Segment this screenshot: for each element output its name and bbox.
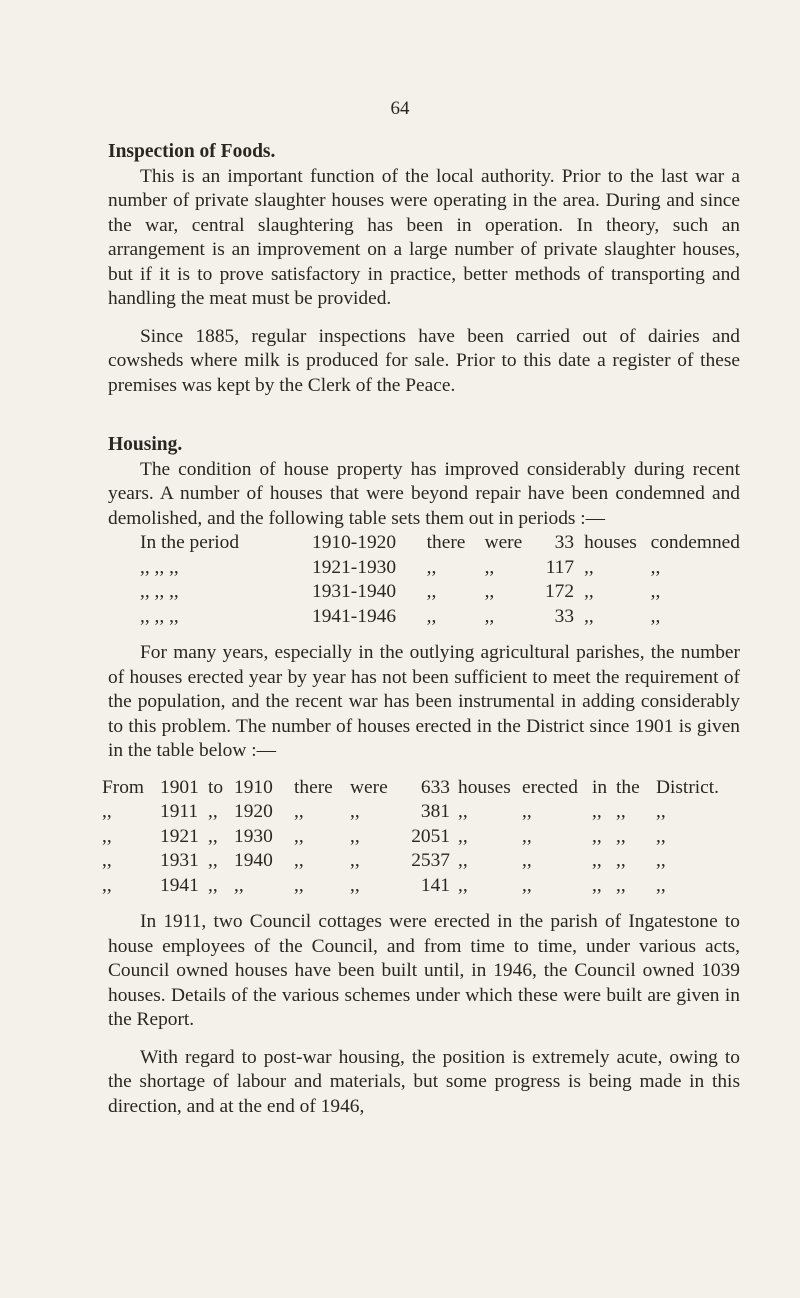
row-in: ,,: [592, 825, 602, 847]
row-start-year: 1921: [160, 825, 199, 847]
table-row: [102, 800, 742, 825]
row-houses: ,,: [458, 874, 468, 896]
row-houses: ,,: [458, 825, 468, 847]
row-period: 1921-1930: [312, 556, 397, 578]
row-to: to: [208, 776, 224, 798]
row-were: ,,: [350, 801, 360, 822]
housing-closing-paragraph: With regard to post-war housing, the position is extremely acute, owing to the shortage of labour and materials, but some progress is being made in this direction, and at the end of 1946,: [108, 1046, 740, 1117]
row-were: were: [484, 532, 523, 553]
row-were: ,,: [350, 825, 360, 847]
table-row: [108, 580, 740, 605]
row-from: ,,: [102, 801, 112, 822]
row-district: ,,: [656, 801, 666, 822]
housing-intro-paragraph: The condition of house property has improved considerably during recent years. A number of houses that were beyond repair have been condemned and demolished, and the following table sets them out in periods :—: [108, 458, 740, 529]
row-the: ,,: [616, 825, 626, 847]
table-row: [102, 825, 742, 850]
row-erected: ,,: [522, 850, 532, 871]
row-there: ,,: [426, 556, 437, 578]
row-count: 33: [554, 605, 575, 627]
row-the: ,,: [616, 850, 626, 871]
inspection-paragraph: This is an important function of the local authority. Prior to the last war a number of private slaughter houses were operating in the area. During and since the war, central slaughtering has been in operation. In theory, such an arrangement is an improvement on a large number of private slaughter houses, but if it is to prove satisfactory in practice, better methods of transporting and handling the meat must be provided.: [108, 165, 740, 309]
row-to: ,,: [208, 801, 218, 822]
row-period: 1910-1920: [312, 532, 397, 553]
condemned-houses-table: [108, 531, 740, 629]
row-lead: ,, ,, ,,: [140, 556, 179, 578]
row-erected: erected: [522, 776, 578, 798]
row-to: ,,: [208, 874, 218, 896]
row-to: ,,: [208, 825, 218, 847]
row-lead: ,, ,, ,,: [140, 581, 179, 602]
row-there: there: [426, 532, 466, 553]
row-from: ,,: [102, 825, 112, 847]
inspection-paragraph: Since 1885, regular inspections have been carried out of dairies and cowsheds where milk is produced for sale. Prior to this date a register of these premises was kept by the Clerk of the Peace.: [108, 325, 740, 396]
row-start-year: 1901: [160, 776, 199, 798]
row-period: 1931-1940: [312, 581, 397, 602]
row-from: ,,: [102, 874, 112, 896]
row-there: ,,: [426, 581, 437, 602]
row-from: From: [102, 776, 145, 798]
row-erected: ,,: [522, 801, 532, 822]
row-were: ,,: [484, 556, 495, 578]
row-the: ,,: [616, 874, 626, 896]
row-district: ,,: [656, 874, 666, 896]
page-number: 64: [390, 98, 410, 119]
row-count: 2537: [411, 850, 450, 871]
row-start-year: 1911: [160, 801, 199, 822]
row-count: 172: [544, 581, 575, 602]
row-were: ,,: [484, 605, 495, 627]
row-were: ,,: [350, 874, 360, 896]
row-district: ,,: [656, 825, 666, 847]
row-count: 141: [420, 874, 450, 896]
row-period: 1941-1946: [312, 605, 397, 627]
row-in: ,,: [592, 850, 602, 871]
row-the: ,,: [616, 801, 626, 822]
row-erected: ,,: [522, 825, 532, 847]
row-from: ,,: [102, 850, 112, 871]
row-there: ,,: [294, 801, 304, 822]
row-count: 633: [420, 776, 450, 798]
table-row: [102, 849, 742, 874]
row-district: District.: [656, 776, 720, 798]
row-count: 117: [545, 556, 575, 578]
row-houses: ,,: [584, 556, 594, 578]
row-lead: In the period: [140, 532, 240, 553]
row-end-year: 1930: [234, 825, 273, 847]
row-houses: houses: [584, 532, 637, 553]
row-the: the: [616, 776, 640, 798]
row-to: ,,: [208, 850, 218, 871]
inspection-heading: Inspection of Foods.: [108, 141, 276, 162]
row-condemned: ,,: [650, 605, 661, 627]
row-district: ,,: [656, 850, 666, 871]
row-start-year: 1931: [160, 850, 199, 871]
table-row: [108, 605, 740, 630]
row-condemned: ,,: [650, 556, 661, 578]
row-there: ,,: [294, 850, 304, 871]
row-count: 33: [554, 532, 575, 553]
row-lead: ,, ,, ,,: [140, 605, 179, 627]
row-count: 381: [420, 801, 450, 822]
row-there: ,,: [294, 874, 304, 896]
row-houses: houses: [458, 776, 511, 798]
housing-middle-paragraph: For many years, especially in the outlying agricultural parishes, the number of houses erected year by year has not been sufficient to meet the requirement of the population, and the recent war has been instrumental in adding considerably to this problem. The number of houses erected in the District since 1901 is given in the table below :—: [108, 642, 740, 761]
row-end-year: 1920: [234, 801, 273, 822]
erected-houses-table: [102, 776, 742, 899]
row-end-year: 1910: [234, 776, 273, 798]
row-there: there: [294, 776, 333, 798]
row-end-year: ,,: [234, 874, 244, 896]
housing-heading: Housing.: [108, 434, 183, 455]
table-row: [102, 874, 742, 899]
page-content: [102, 140, 740, 1119]
row-condemned: ,,: [650, 581, 661, 602]
row-there: ,,: [294, 825, 304, 847]
row-in: ,,: [592, 874, 602, 896]
row-in: ,,: [592, 801, 602, 822]
table-row: [108, 556, 740, 581]
row-in: in: [592, 776, 608, 798]
row-erected: ,,: [522, 874, 532, 896]
row-houses: ,,: [458, 850, 468, 871]
row-start-year: 1941: [160, 874, 199, 896]
row-were: ,,: [350, 850, 360, 871]
table-row: [108, 531, 740, 556]
row-there: ,,: [426, 605, 437, 627]
row-houses: ,,: [584, 605, 594, 627]
row-count: 2051: [411, 825, 450, 847]
housing-closing-paragraph: In 1911, two Council cottages were erected in the parish of Ingatestone to house employees of the Council, and from time to time, under various acts, Council owned houses have been built until, in 1946, the Council owned 1039 houses. Details of the various schemes under which these were built are given in the Report.: [108, 911, 740, 1030]
table-row: [102, 776, 742, 801]
row-houses: ,,: [584, 581, 594, 602]
row-houses: ,,: [458, 801, 468, 822]
row-end-year: 1940: [234, 850, 273, 871]
row-were: ,,: [484, 581, 495, 602]
row-condemned: condemned: [650, 532, 740, 553]
row-were: were: [350, 776, 388, 798]
